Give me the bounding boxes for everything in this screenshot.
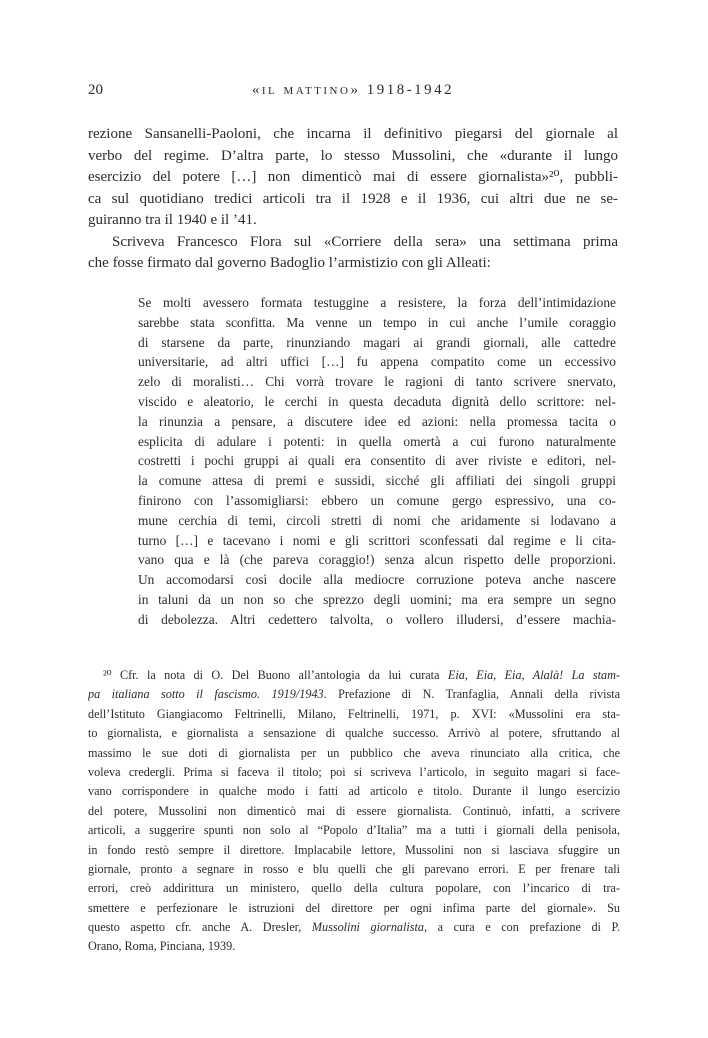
page-number: 20 [88, 82, 103, 98]
italic-text-run: Mussolini giornalista [311, 920, 425, 935]
text-line [88, 210, 618, 232]
italic-text-run: pa italiana sotto il fascismo. 1919/1943 [88, 687, 324, 702]
text-run: che fosse firmato dal governo Badoglio l’armistizio con gli Alleati: [88, 255, 491, 271]
text-line [138, 412, 616, 432]
page-header [88, 82, 618, 99]
text-run: in fondo restò sempre il direttore. Implacabile lettore, Mussolini non si lasciava sfuggire un [88, 842, 620, 857]
text-run: finirono con l’assomigliarsi: ebbero un comune gergo espressivo, una co- [138, 492, 616, 508]
text-run: sarebbe stata sconfitta. Ma venne un tempo in cui anche l’umile coraggio [138, 314, 616, 330]
text-line [138, 313, 616, 333]
text-run: smettere e perfezionare le istruzioni del direttore per ogni infima parte del giornale». Su [88, 900, 620, 915]
text-run: dell’Istituto Giangiacomo Feltrinelli, Milano, Feltrinelli, 1971, p. XVI: «Mussolini era sta- [88, 706, 620, 721]
text-run: , a cura e con prefazione di P. [424, 920, 620, 935]
text-line [88, 189, 618, 211]
text-line [138, 511, 616, 531]
body-text [88, 124, 618, 275]
text-run: viscido e aleatorio, le cerchi in questa decaduta dignità dello scrittore: nel- [138, 393, 616, 409]
text-line [88, 899, 620, 918]
text-run: di debolezza. Altri cedettero talvolta, o vollero illudersi, d’essere machia- [138, 611, 616, 627]
text-run: ca sul quotidiano tredici articoli tra il 1928 e il 1936, cui altri due ne se- [88, 190, 618, 207]
text-run: del potere, Mussolini non dimenticò mai di essere giornalista. Continuò, infatti, a scrivere [88, 803, 620, 818]
text-line [88, 232, 618, 254]
italic-text-run: Eia, Eia, Eia, Alalà! La stam- [447, 668, 620, 682]
text-line [88, 705, 620, 724]
text-line [88, 124, 618, 146]
text-line [88, 724, 620, 743]
text-run: zelo di moralisti… Chi vorrà trovare le ragioni di tanto scrivere snervato, [138, 374, 616, 390]
text-run: in taluni da un non so che sprezzo degli uomini; ma era sempre un segno [138, 591, 616, 607]
text-line [138, 451, 616, 471]
text-line [138, 293, 616, 313]
text-run: . Prefazione di N. Tranfaglia, Annali della rivista [323, 687, 620, 702]
text-line [138, 352, 616, 372]
text-line [138, 471, 616, 491]
text-line [88, 782, 620, 801]
text-line [88, 821, 620, 840]
text-run: to giornalista, e giornalista a sensazione di qualche successo. Arrivò al potere, sfruttando al [88, 726, 620, 741]
text-line [88, 146, 618, 168]
text-run: vano qua e là (che pareva coraggio!) senza alcun rispetto delle proporzioni. [138, 552, 616, 568]
text-line [88, 802, 620, 821]
text-line [138, 550, 616, 570]
text-line [88, 666, 620, 685]
text-run: turno […] e tacevano i nomi e gli scrittori sconfessati dal regime e li cita- [138, 532, 616, 548]
text-line [138, 392, 616, 412]
text-run: esplicita di adulare i potenti: in quella omertà a cui furono naturalmente [138, 433, 616, 449]
text-line [88, 744, 620, 763]
text-run: voleva credergli. Prima si faceva il titolo; poi si scriveva l’articolo, in seguito magari si face- [88, 764, 620, 779]
text-run: giornale, pronto a segnare in rosso e blu quelli che gli parevano errori. E per frenare tali [88, 861, 620, 876]
text-line [88, 841, 620, 860]
text-line [88, 937, 620, 956]
text-run: la comune attesa di premi e sussidi, sicché gli affiliati dei singoli gruppi [138, 473, 616, 489]
text-line [138, 610, 616, 630]
text-line [88, 879, 620, 898]
text-run: mune cerchia di temi, circoli stretti di nomi che aridamente si lodavano a [138, 512, 616, 528]
text-run: ²⁰ Cfr. la nota di O. Del Buono all’antologia da lui curata [103, 668, 448, 682]
text-run: vano corrispondere in qualche modo i fatti ad articolo e titolo. Durante il lungo esercizio [88, 784, 620, 799]
text-run: errori, creò addirittura un ministero, quello della cultura popolare, con l’incarico di tra- [88, 881, 620, 896]
text-run: di starsene da parte, rinunziando magari ai grandi giornali, alle cattedre [138, 334, 616, 350]
paragraph [88, 232, 618, 275]
text-run: Scriveva Francesco Flora sul «Corriere della sera» una settimana prima [112, 233, 618, 250]
text-run: Se molti avessero formata testuggine a resistere, la forza dell’intimidazione [138, 295, 616, 310]
text-line [138, 491, 616, 511]
text-run: costretti i pochi gruppi ai quali era consentito di aver riviste e editori, nel- [138, 453, 616, 469]
text-line [138, 570, 616, 590]
paragraph [88, 124, 618, 232]
text-run: massimo le sue doti di giornalista per un pubblico che aveva rinunciato alla critica, che [88, 745, 620, 760]
text-run: Orano, Roma, Pinciana, 1939. [88, 939, 236, 954]
text-run: articoli, a suggerire spunti non solo al “Popolo d’Italia” ma a tutti i giornali della penisola, [88, 823, 620, 838]
text-line [138, 333, 616, 353]
text-line [88, 253, 618, 275]
text-run: rezione Sansanelli-Paoloni, che incarna il definitivo piegarsi del giornale al [88, 126, 618, 142]
text-line [88, 860, 620, 879]
text-run: Un accomodarsi così docile alla mediocre corruzione poteva anche nascere [138, 572, 616, 588]
text-line [88, 685, 620, 704]
text-run: questo aspetto cfr. anche A. Dresler, [88, 920, 312, 935]
text-run: verbo del regime. D’altra parte, lo stesso Mussolini, che «durante il lungo [88, 147, 618, 164]
text-line [138, 590, 616, 610]
text-line [138, 432, 616, 452]
text-line [88, 918, 620, 937]
text-run: la rinunzia a pensare, a discutere idee ed azioni: nella promessa tacita o [138, 413, 616, 429]
footnote [88, 666, 620, 957]
running-title: «il mattino» 1918-1942 [251, 82, 455, 98]
block-quote [138, 293, 616, 630]
text-line [138, 531, 616, 551]
text-line [88, 167, 618, 189]
text-run: esercizio del potere […] non dimenticò mai di essere giornalista»²⁰, pubbli- [88, 169, 618, 185]
text-run: guiranno tra il 1940 e il ’41. [88, 212, 257, 228]
text-run: universitarie, ad altri uffici […] fu appena compatito come un eccessivo [138, 354, 616, 370]
text-line [88, 763, 620, 782]
text-line [138, 372, 616, 392]
